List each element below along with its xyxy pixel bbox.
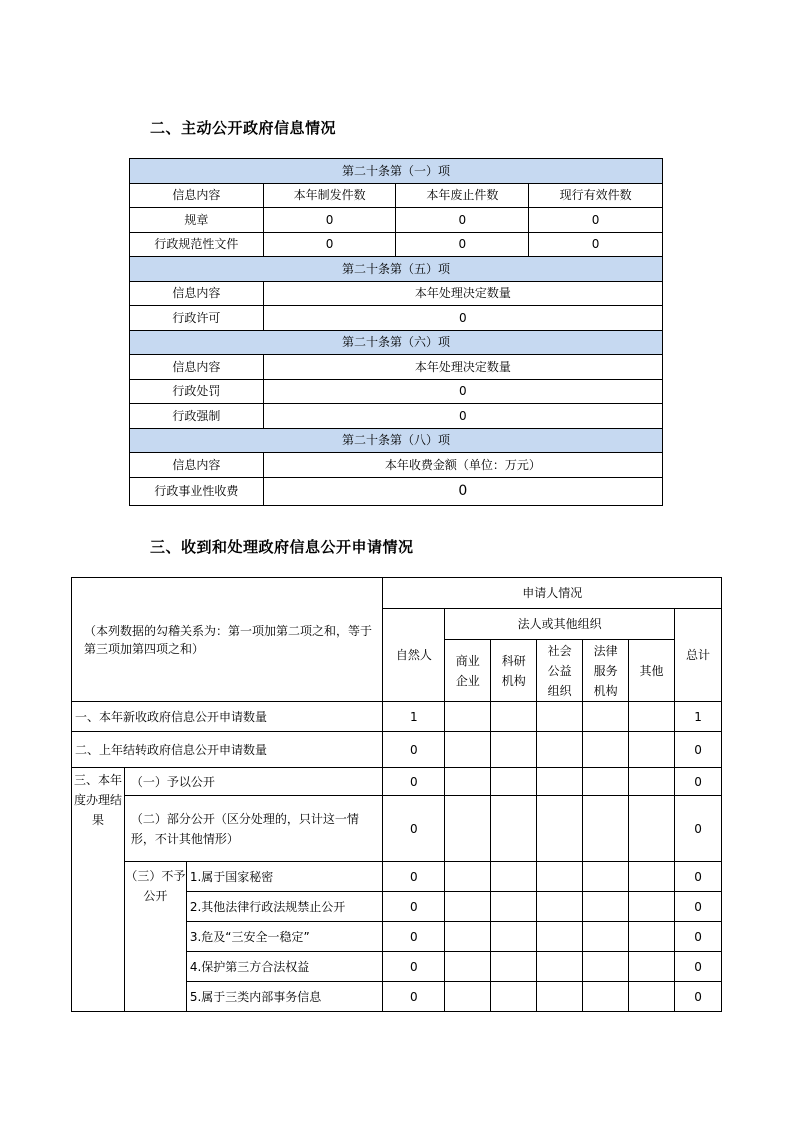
row-label: （一）予以公开 (124, 768, 383, 796)
natural-count: 1 (383, 702, 445, 732)
reconciliation-note: （本列数据的勾稽关系为：第一项加第二项之和，等于第三项加第四项之和） (72, 578, 383, 702)
section3-title: 三、收到和处理政府信息公开申请情况 (150, 538, 414, 556)
empty-cell (445, 768, 491, 796)
empty-cell (491, 922, 537, 952)
empty-cell (537, 768, 583, 796)
row-label: 行政事业性收费 (130, 477, 264, 505)
cell-value: 0 (263, 232, 396, 257)
empty-cell (629, 982, 675, 1012)
row-label: 1.属于国家秘密 (186, 862, 383, 892)
empty-cell (445, 892, 491, 922)
natural-count: 0 (383, 862, 445, 892)
empty-cell (491, 982, 537, 1012)
row-label: 行政规范性文件 (130, 232, 264, 257)
column-header: 信息内容 (130, 355, 264, 380)
section2-title: 二、主动公开政府信息情况 (150, 119, 337, 137)
row-group-label: 三、本年度办理结果 (72, 768, 125, 1012)
row-label: 二、上年结转政府信息公开申请数量 (72, 732, 383, 768)
cell-value: 0 (263, 306, 662, 331)
total-count: 1 (675, 702, 722, 732)
row-label: 一、本年新收政府信息公开申请数量 (72, 702, 383, 732)
empty-cell (491, 892, 537, 922)
cell-value: 0 (263, 477, 662, 505)
empty-cell (537, 732, 583, 768)
empty-cell (491, 862, 537, 892)
empty-cell (583, 922, 629, 952)
total-count: 0 (675, 892, 722, 922)
empty-cell (537, 862, 583, 892)
empty-cell (445, 702, 491, 732)
empty-cell (537, 796, 583, 862)
empty-cell (583, 982, 629, 1012)
empty-cell (583, 768, 629, 796)
empty-cell (491, 702, 537, 732)
empty-cell (537, 702, 583, 732)
block-header: 第二十条第（一）项 (130, 159, 663, 184)
column-header: 信息内容 (130, 281, 264, 306)
empty-cell (629, 796, 675, 862)
row-label: 行政许可 (130, 306, 264, 331)
empty-cell (629, 702, 675, 732)
empty-cell (583, 702, 629, 732)
empty-cell (583, 732, 629, 768)
org-type-header: 社会公益组织 (537, 640, 583, 702)
column-header: 现行有效件数 (529, 183, 663, 208)
empty-cell (445, 862, 491, 892)
natural-count: 0 (383, 892, 445, 922)
org-header: 法人或其他组织 (445, 609, 675, 640)
empty-cell (629, 922, 675, 952)
org-type-header: 科研机构 (491, 640, 537, 702)
empty-cell (537, 922, 583, 952)
total-count: 0 (675, 862, 722, 892)
empty-cell (583, 862, 629, 892)
empty-cell (445, 796, 491, 862)
column-header: 本年废止件数 (396, 183, 529, 208)
row-label: 5.属于三类内部事务信息 (186, 982, 383, 1012)
row-group-label: （三）不予公开 (124, 862, 186, 1012)
natural-count: 0 (383, 732, 445, 768)
row-label: 2.其他法律行政法规禁止公开 (186, 892, 383, 922)
empty-cell (445, 952, 491, 982)
empty-cell (491, 796, 537, 862)
column-header: 本年处理决定数量 (263, 355, 662, 380)
org-type-header: 其他 (629, 640, 675, 702)
cell-value: 0 (529, 232, 663, 257)
empty-cell (537, 952, 583, 982)
block-header: 第二十条第（八）项 (130, 428, 663, 453)
row-label: 行政处罚 (130, 379, 264, 404)
row-label: 3.危及“三安全一稳定” (186, 922, 383, 952)
empty-cell (629, 768, 675, 796)
empty-cell (445, 922, 491, 952)
empty-cell (583, 796, 629, 862)
column-header: 本年处理决定数量 (263, 281, 662, 306)
cell-value: 0 (396, 232, 529, 257)
natural-count: 0 (383, 796, 445, 862)
natural-person-header: 自然人 (383, 609, 445, 702)
cell-value: 0 (396, 208, 529, 233)
org-type-header: 商业企业 (445, 640, 491, 702)
empty-cell (491, 732, 537, 768)
cell-value: 0 (529, 208, 663, 233)
total-count: 0 (675, 732, 722, 768)
org-type-header: 法律服务机构 (583, 640, 629, 702)
row-label: （二）部分公开（区分处理的，只计这一情形，不计其他情形） (124, 796, 383, 862)
empty-cell (537, 982, 583, 1012)
empty-cell (629, 892, 675, 922)
empty-cell (629, 732, 675, 768)
column-header: 信息内容 (130, 453, 264, 478)
empty-cell (583, 892, 629, 922)
block-header: 第二十条第（六）项 (130, 330, 663, 355)
proactive-disclosure-table (129, 158, 663, 506)
column-header: 信息内容 (130, 183, 264, 208)
column-header: 本年制发件数 (263, 183, 396, 208)
total-count: 0 (675, 922, 722, 952)
empty-cell (583, 952, 629, 982)
empty-cell (491, 952, 537, 982)
empty-cell (629, 862, 675, 892)
row-label: 规章 (130, 208, 264, 233)
row-label: 行政强制 (130, 404, 264, 429)
block-header: 第二十条第（五）项 (130, 257, 663, 282)
total-count: 0 (675, 796, 722, 862)
natural-count: 0 (383, 768, 445, 796)
application-table (71, 577, 722, 1012)
natural-count: 0 (383, 922, 445, 952)
natural-count: 0 (383, 952, 445, 982)
total-count: 0 (675, 982, 722, 1012)
empty-cell (445, 982, 491, 1012)
cell-value: 0 (263, 379, 662, 404)
empty-cell (629, 952, 675, 982)
total-header: 总计 (675, 609, 722, 702)
applicant-header: 申请人情况 (383, 578, 722, 609)
cell-value: 0 (263, 208, 396, 233)
cell-value: 0 (263, 404, 662, 429)
total-count: 0 (675, 952, 722, 982)
natural-count: 0 (383, 982, 445, 1012)
row-label: 4.保护第三方合法权益 (186, 952, 383, 982)
empty-cell (537, 892, 583, 922)
total-count: 0 (675, 768, 722, 796)
empty-cell (491, 768, 537, 796)
empty-cell (445, 732, 491, 768)
column-header: 本年收费金额（单位：万元） (263, 453, 662, 478)
